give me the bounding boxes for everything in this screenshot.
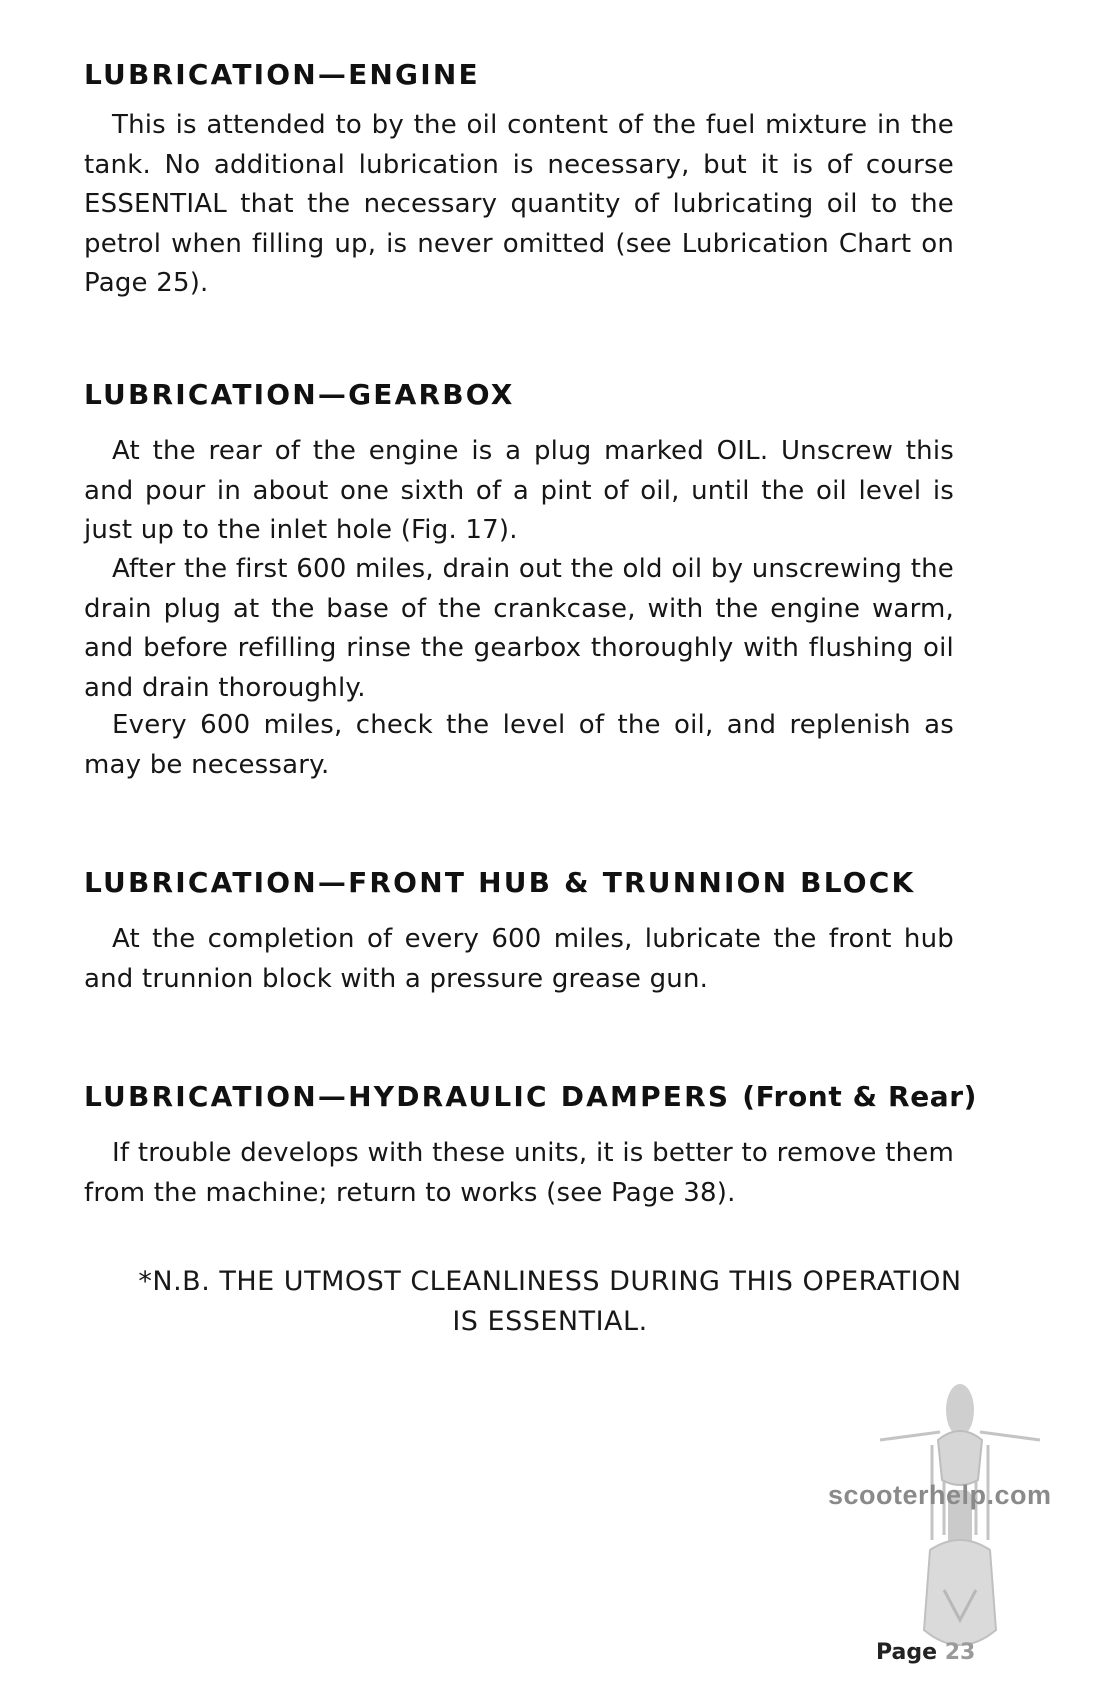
watermark-text: scooterhelp.com: [828, 1480, 1052, 1510]
paragraph-hydraulic-dampers: If trouble develops with these units, it is better to remove them from the machine; return to works (see Page 38).: [84, 1138, 954, 1208]
cleanliness-note-line-1: *N.B. THE UTMOST CLEANLINESS DURING THIS OPERATION: [138, 1266, 962, 1297]
page-number-value: 23: [944, 1640, 976, 1665]
cleanliness-note: [60, 1262, 1040, 1342]
paragraph-engine: This is attended to by the oil content of the fuel mixture in the tank. No additional lubrication is necessary, but it is of course ESSENTIAL that the necessary quantity of lubricating oil to the petrol when filling up, is never omitted (see Lubrication Chart on Page 25).: [84, 110, 954, 298]
paragraph-gearbox-3: Every 600 miles, check the level of the oil, and replenish as may be necessary.: [84, 710, 954, 780]
heading-front-hub: LUBRICATION—FRONT HUB & TRUNNION BLOCK: [84, 866, 916, 899]
paragraph-front-hub: At the completion of every 600 miles, lubricate the front hub and trunnion block with a pressure grease gun.: [84, 924, 954, 994]
heading-hydraulic-dampers-main: LUBRICATION—HYDRAULIC DAMPERS: [84, 1080, 731, 1113]
heading-gearbox: LUBRICATION—GEARBOX: [84, 378, 515, 411]
page-number: [876, 1640, 975, 1665]
heading-engine: LUBRICATION—ENGINE: [84, 58, 480, 91]
paragraph-gearbox-2: After the first 600 miles, drain out the old oil by unscrewing the drain plug at the base of the crankcase, with the engine warm, and before refilling rinse the gearbox thoroughly with flushing oil and drain thoroughly.: [84, 554, 954, 703]
heading-hydraulic-dampers: [84, 1080, 977, 1113]
heading-hydraulic-dampers-suffix: (Front & Rear): [742, 1080, 978, 1113]
paragraph-gearbox-1: At the rear of the engine is a plug marked OIL. Unscrew this and pour in about one sixth of a pint of oil, until the oil level is just up to the inlet hole (Fig. 17).: [84, 436, 954, 545]
page-number-label: Page: [876, 1640, 938, 1665]
scooter-icon: [860, 1370, 1060, 1670]
cleanliness-note-line-2: IS ESSENTIAL.: [452, 1306, 648, 1337]
